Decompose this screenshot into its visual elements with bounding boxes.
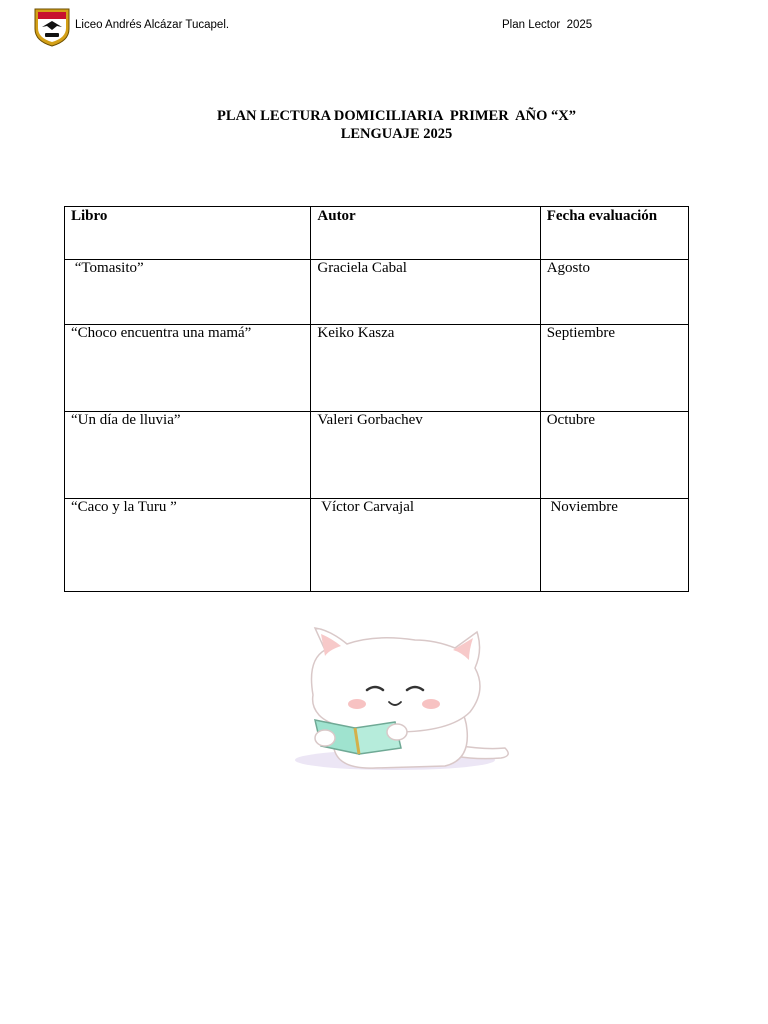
cat-reading-book-icon — [255, 620, 537, 780]
header-libro: Libro — [65, 207, 311, 260]
page-header — [0, 0, 768, 50]
book-title: “Tomasito” — [65, 260, 311, 325]
evaluation-date: Septiembre — [540, 325, 688, 412]
header-autor: Autor — [311, 207, 540, 260]
book-title: “Caco y la Turu ” — [65, 499, 311, 592]
school-name: Liceo Andrés Alcázar Tucapel. — [75, 19, 230, 31]
school-crest-icon — [33, 7, 71, 47]
book-author: Víctor Carvajal — [311, 499, 540, 592]
table-row — [65, 260, 689, 325]
book-title: “Choco encuentra una mamá” — [65, 325, 311, 412]
book-title: “Un día de lluvia” — [65, 412, 311, 499]
evaluation-date: Noviembre — [540, 499, 688, 592]
table-row — [65, 499, 689, 592]
document-subtitle: LENGUAJE 2025 — [340, 126, 453, 142]
book-author: Valeri Gorbachev — [311, 412, 540, 499]
header-fecha: Fecha evaluación — [540, 207, 688, 260]
reading-plan-table — [64, 206, 689, 592]
table-header-row — [65, 207, 689, 260]
book-author: Graciela Cabal — [311, 260, 540, 325]
table-row — [65, 412, 689, 499]
document-title: PLAN LECTURA DOMICILIARIA PRIMER AÑO “X” — [217, 108, 576, 124]
plan-label: Plan Lector 2025 — [502, 19, 593, 31]
book-author: Keiko Kasza — [311, 325, 540, 412]
evaluation-date: Agosto — [540, 260, 688, 325]
table-row — [65, 325, 689, 412]
evaluation-date: Octubre — [540, 412, 688, 499]
